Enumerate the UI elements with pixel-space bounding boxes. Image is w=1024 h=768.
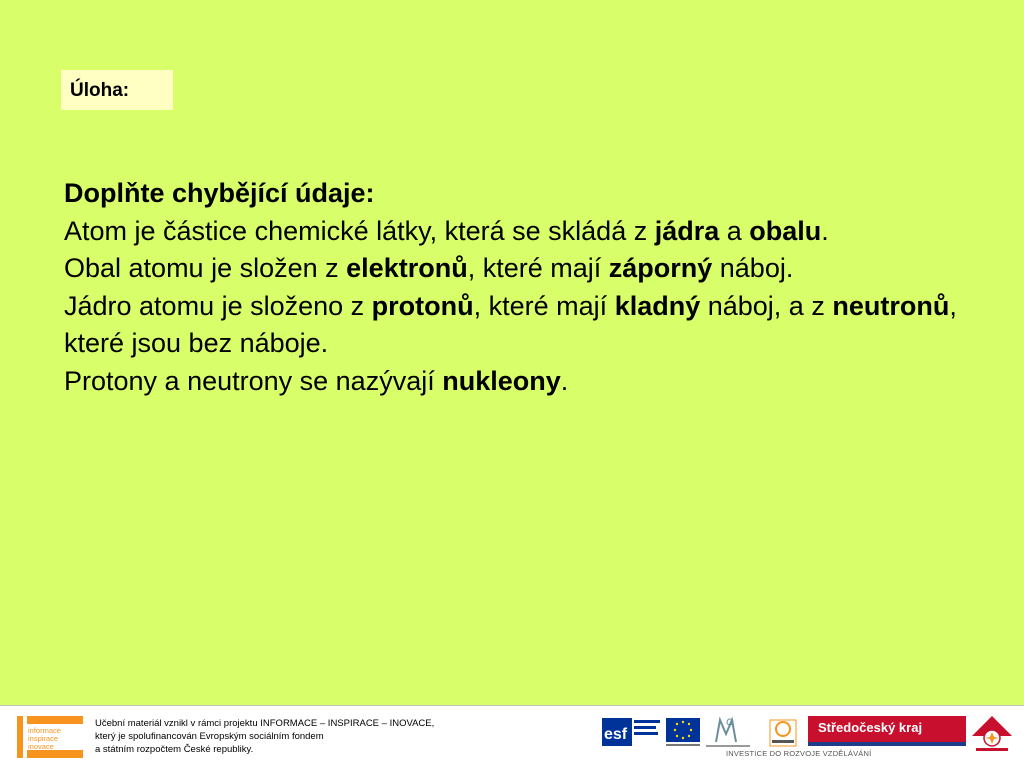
task-lines — [64, 213, 994, 401]
task-heading: Doplňte chybějící údaje: — [64, 178, 375, 208]
esf-logo-icon — [602, 718, 660, 746]
msmt-logo-icon — [706, 719, 750, 747]
logo-word-2: inspirace — [28, 734, 59, 743]
sentence-fragment: Atom je částice chemické látky, která se skládá z — [64, 215, 655, 246]
crest-icon — [972, 716, 1012, 751]
footer-line-1: Učební materiál vznikl v rámci projektu INFORMACE – INSPIRACE – INOVACE, — [95, 718, 435, 729]
eu-flag-icon — [666, 718, 700, 746]
task-sentence — [64, 363, 994, 401]
sentence-fragment: náboj, a z — [700, 290, 833, 321]
task-sentence — [64, 213, 994, 251]
answer-term: záporný — [608, 253, 713, 284]
answer-term: protonů — [371, 290, 474, 321]
footer-text — [95, 717, 575, 756]
task-label: Úloha: — [70, 80, 130, 101]
footer-line-2: který je spolufinancován Evropským sociálním fondem — [95, 731, 324, 742]
partner-logos — [600, 712, 1020, 768]
project-logo — [17, 714, 83, 760]
op-logo-icon — [770, 720, 796, 746]
answer-term: kladný — [614, 290, 701, 321]
footer-line-3: a státním rozpočtem České republiky. — [95, 744, 254, 755]
sentence-fragment: . — [560, 365, 569, 396]
answer-term: obalu — [749, 215, 822, 246]
footer — [0, 705, 1024, 768]
sentence-fragment: , které jsou bez náboje. — [64, 290, 957, 359]
task-sentence — [64, 250, 994, 288]
sentence-fragment: náboj. — [712, 253, 794, 284]
sentence-fragment: a — [719, 215, 750, 246]
sentence-fragment: . — [821, 215, 829, 246]
logo-word-1: informace — [28, 726, 61, 735]
sentence-fragment: , které mají — [473, 290, 615, 321]
answer-term: nukleony — [442, 365, 561, 396]
sentence-fragment: Obal atomu je složen z — [64, 253, 347, 284]
task-text — [64, 175, 994, 401]
answer-term: elektronů — [346, 253, 468, 284]
kraj-label: Středočeský kraj — [818, 720, 923, 735]
sentence-fragment: , které mají — [467, 253, 609, 284]
sentence-fragment: Protony a neutrony se nazývají — [64, 365, 443, 396]
answer-term: neutronů — [832, 290, 950, 321]
esf-text: esf — [604, 726, 628, 743]
logo-word-3: inovace — [28, 742, 54, 751]
sentence-fragment: Jádro atomu je složeno z — [64, 290, 372, 321]
invest-label: INVESTICE DO ROZVOJE VZDĚLÁVÁNÍ — [726, 749, 872, 758]
answer-term: jádra — [654, 215, 720, 246]
task-label-box — [61, 70, 173, 110]
task-sentence — [64, 288, 994, 363]
